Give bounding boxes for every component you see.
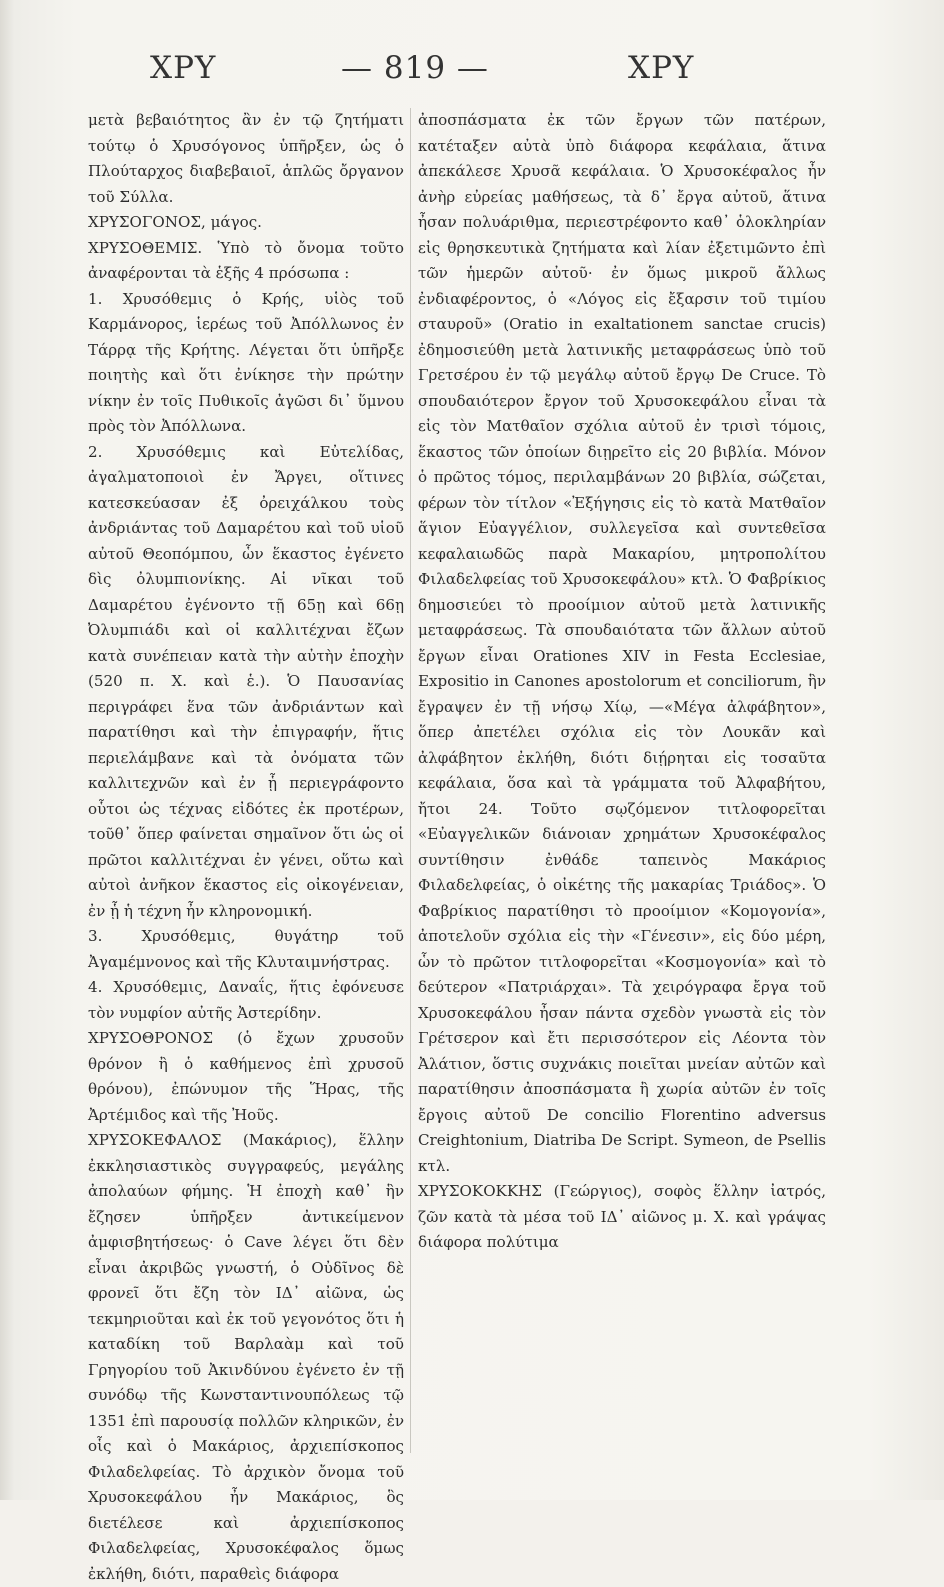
right-column (418, 108, 826, 1256)
page-edge-shadow (0, 0, 14, 1500)
paragraph: 2. Χρυσόθεμις καὶ Εὐτελίδας, ἀγαλματοποιοὶ ἐν Ἄργει, οἵτινες κατεσκεύασαν ἐξ ὀρειχάλκου τοὺς ἀνδριάντας τοῦ Δαμαρέτου καὶ τοῦ υἱοῦ αὐτοῦ Θεοπόμπου, ὧν ἕκαστος ἐγένετο δὶς ὀλυμπιονίκης. Αἱ νῖκαι τοῦ Δαμαρέτου ἐγένοντο τῇ 65ῃ καὶ 66ῃ Ὀλυμπιάδι καὶ οἱ καλλιτέχναι ἔζων κατὰ συνέπειαν κατὰ τὴν αὐτὴν ἐποχὴν (520 π. Χ. καὶ ἑ.). Ὁ Παυσανίας περιγράφει ἕνα τῶν ἀνδριάντων καὶ παρατίθησι καὶ τὴν ἐπιγραφήν, ἥτις περιελάμβανε καὶ τὰ ὀνόματα τῶν καλλιτεχνῶν καὶ ἐν ᾗ περιεγράφοντο οὗτοι ὡς τέχνας εἰδότες ἐκ προτέρων, τοῦθ᾽ ὅπερ φαίνεται σημαῖνον ὅτι ὡς οἱ πρῶτοι καλλιτέχναι ἐν γένει, οὕτω καὶ αὐτοὶ ἀνῆκον ἕκαστος εἰς οἰκογένειαν, ἐν ᾗ ἡ τέχνη ἦν κληρονομική. (88, 442, 404, 920)
paragraph: ΧΡΥΣΟΚΕΦΑΛΟΣ (Μακάριος), ἕλλην ἐκκλησιαστικὸς συγγραφεύς, μεγάλης ἀπολαύων φήμης. Ἡ ἐποχὴ καθ᾽ ἣν ἔζησεν ὑπῆρξεν ἀντικείμενον ἀμφισβητήσεως· ὁ Cave λέγει ὅτι δὲν εἶναι ἀκριβῶς γνωστή, ὁ Οὐδῖνος δὲ φρονεῖ ὅτι ἔζη τὸν ΙΔ᾽ αἰῶνα, ὡς τεκμηριοῦται καὶ ἐκ τοῦ γεγονότος ὅτι ἡ καταδίκη τοῦ Βαρλαὰμ καὶ τοῦ Γρηγορίου τοῦ Ἀκινδύνου ἐγένετο ἐν τῇ συνόδῳ τῆς Κωνσταντινουπόλεως τῷ 1351 ἐπὶ παρουσίᾳ πολλῶν κληρικῶν, ἐν οἷς καὶ ὁ Μακάριος, ἀρχιεπίσκοπος Φιλαδελφείας. Τὸ ἀρχικὸν ὄνομα τοῦ Χρυσοκεφάλου ἦν Μακάριος, ὃς διετέλεσε καὶ ἀρχιεπίσκοπος Φιλαδελφείας, Χρυσοκέφαλος ὅμως ἐκλήθη, διότι, παραθεὶς διάφορα (88, 1131, 404, 1583)
header-left-guideword: ΧΡΥ (150, 50, 217, 86)
paragraph: 3. Χρυσόθεμις, θυγάτηρ τοῦ Ἀγαμέμνονος καὶ τῆς Κλυταιμνήστρας. (88, 927, 404, 971)
page-number: — 819 — (341, 50, 489, 86)
left-column (88, 108, 404, 1587)
paragraph: ἀποσπάσματα ἐκ τῶν ἔργων τῶν πατέρων, κατέταξεν αὐτὰ ὑπὸ διάφορα κεφάλαια, ἅτινα ἀπεκάλεσε Χρυσᾶ κεφάλαια. Ὁ Χρυσοκέφαλος ἦν ἀνὴρ εὐρείας μαθήσεως, τὰ δ᾽ ἔργα αὐτοῦ, ἅτινα ἦσαν πολυάριθμα, περιεστρέφοντο καθ᾽ ὁλοκληρίαν εἰς θρησκευτικὰ ζητήματα καὶ λίαν ἐξετιμῶντο ἐπὶ τῶν ἡμερῶν αὐτοῦ· ἐν ὅμως μικροῦ ἄλλως ἐνδιαφέροντος, ὁ «Λόγος εἰς ἔξαρσιν τοῦ τιμίου σταυροῦ» (Oratio in exaltationem sanctae crucis) ἐδημοσιεύθη μετὰ λατινικῆς μεταφράσεως ὑπὸ τοῦ Γρετσέρου ἐν τῷ μεγάλῳ αὐτοῦ ἔργῳ De Cruce. Τὸ σπουδαιότερον ἔργον τοῦ Χρυσοκεφάλου εἶναι τὰ εἰς τὸν Ματθαῖον σχόλια αὐτοῦ ἐν τρισὶ τόμοις, ἕκαστος τῶν ὁποίων διῃρεῖτο εἰς 20 βιβλία. Μόνον ὁ πρῶτος τόμος, περιλαμβάνων 20 βιβλία, σώζεται, φέρων τὸν τίτλον «Ἐξήγησις εἰς τὸ κατὰ Ματθαῖον ἅγιον Εὐαγγέλιον, συλλεγεῖσα καὶ συντεθεῖσα κεφαλαιωδῶς παρὰ Μακαρίου, μητροπολίτου Φιλαδελφείας τοῦ Χρυσοκεφάλου» κτλ. Ὁ Φαβρίκιος δημοσιεύει τὸ προοίμιον αὐτοῦ μετὰ λατινικῆς μεταφράσεως. Τὰ σπουδαιότατα τῶν ἄλλων αὐτοῦ ἔργων εἶναι Orationes XIV in Festa Ecclesiae, Expositio in Canones apostolorum et conciliorum, ἣν ἔγραψεν ἐν τῇ νήσῳ Χίῳ, —«Μέγα ἀλφάβητον», ὅπερ ἀπετέλει σχόλια εἰς τὸν Λουκᾶν καὶ ἀλφάβητον ἐκλήθη, διότι διῄρηται εἰς τοσαῦτα κεφάλαια, ὅσα καὶ τὰ γράμματα τοῦ Ἀλφαβήτου, ἤτοι 24. Τοῦτο σῳζόμενον τιτλοφορεῖται «Εὐαγγελικῶν διάνοιαν χρημάτων Χρυσοκέφαλος συντίθησιν ἐνθάδε ταπεινὸς Μακάριος Φιλαδελφείας, ὁ οἰκέτης τῆς μακαρίας Τριάδος». Ὁ Φαβρίκιος παρατίθησι τὸ προοίμιον «Κομογονία», ἀποτελοῦν σχόλια εἰς τὴν «Γένεσιν», εἰς δύο μέρη, ὧν τὸ πρῶτον τιτλοφορεῖται «Κοσμογονία» καὶ τὸ δεύτερον «Πατριάρχαι». Τὰ χειρόγραφα ἔργα τοῦ Χρυσοκεφάλου ἦσαν πάντα σχεδὸν γνωστὰ εἰς τὸν Γρέτσερον καὶ ἔτι περισσότερον εἰς Λέοντα τὸν Ἀλάτιον, ὅστις συχνάκις ποιεῖται μνείαν αὐτῶν καὶ παρατίθησιν ἀποσπάσματα ἢ χωρία αὐτῶν ἐν τοῖς ἔργοις αὐτοῦ De concilio Florentino adversus Creightonium, Diatriba De Script. Symeon, de Psellis κτλ. (418, 111, 826, 1175)
paragraph: ΧΡΥΣΟΘΕΜΙΣ. Ὑπὸ τὸ ὄνομα τοῦτο ἀναφέρονται τὰ ἑξῆς 4 πρόσωπα : (88, 238, 404, 282)
paragraph: ΧΡΥΣΟΘΡΟΝΟΣ (ὁ ἔχων χρυσοῦν θρόνον ἢ ὁ καθήμενος ἐπὶ χρυσοῦ θρόνου), ἐπώνυμον τῆς Ἥρας, τῆς Ἀρτέμιδος καὶ τῆς Ἠοῦς. (88, 1029, 404, 1124)
running-header (0, 50, 944, 100)
header-right-guideword: ΧΡΥ (628, 50, 695, 86)
paragraph: μετὰ βεβαιότητος ἂν ἐν τῷ ζητήματι τούτῳ ὁ Χρυσόγονος ὑπῆρξεν, ὡς ὁ Πλούταρχος διαβεβαιοῖ, ἁπλῶς ὄργανον τοῦ Σύλλα. (88, 111, 404, 206)
paragraph: 1. Χρυσόθεμις ὁ Κρής, υἱὸς τοῦ Καρμάνορος, ἱερέως τοῦ Ἀπόλλωνος ἐν Τάρρᾳ τῆς Κρήτης. Λέγεται ὅτι ὑπῆρξε ποιητὴς καὶ ὅτι ἐνίκησε τὴν πρώτην νίκην ἐν τοῖς Πυθικοῖς ἀγῶσι δι᾽ ὕμνου πρὸς τὸν Ἀπόλλωνα. (88, 289, 404, 435)
paragraph: ΧΡΥΣΟΚΟΚΚΗΣ (Γεώργιος), σοφὸς ἕλλην ἰατρός, ζῶν κατὰ τὰ μέσα τοῦ ΙΔ᾽ αἰῶνος μ. Χ. καὶ γράψας διάφορα πολύτιμα (418, 1182, 826, 1251)
column-divider (410, 108, 411, 1453)
paragraph: 4. Χρυσόθεμις, Δαναΐς, ἥτις ἐφόνευσε τὸν νυμφίον αὐτῆς Ἀστερίδην. (88, 978, 404, 1022)
paragraph: ΧΡΥΣΟΓΟΝΟΣ, μάγος. (88, 213, 262, 231)
